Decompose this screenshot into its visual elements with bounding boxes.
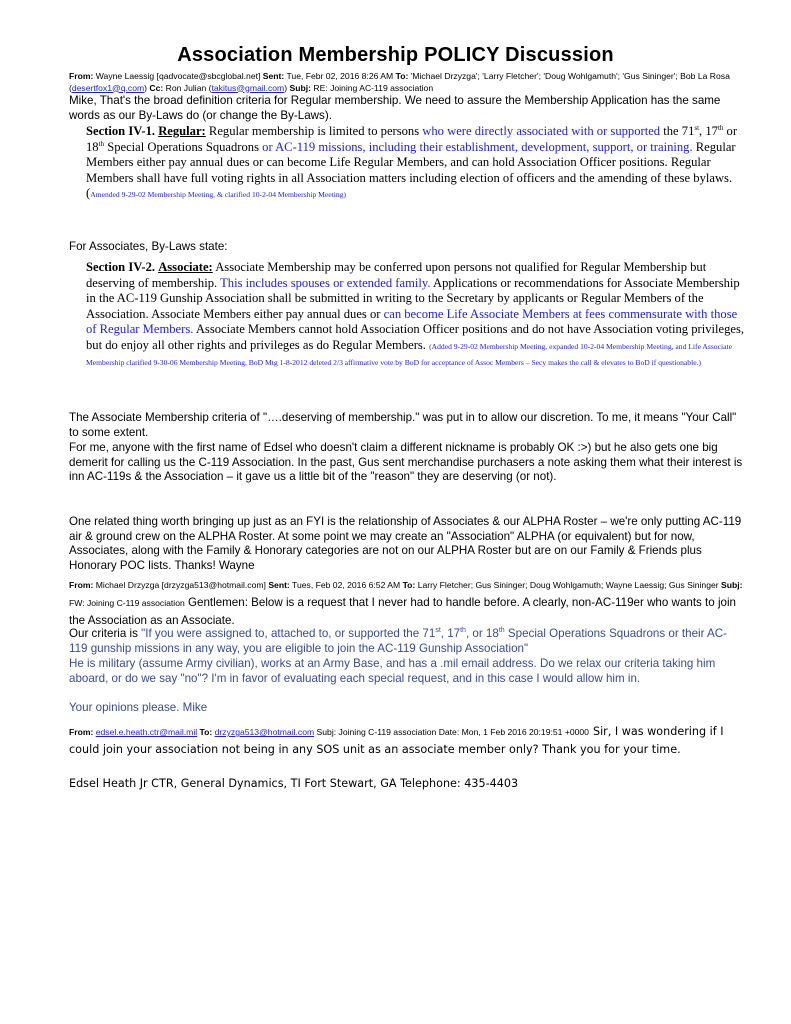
email1-to: 'Michael Drzyzga'; 'Larry Fletcher'; 'Doug Wohlgamuth'; 'Gus Sininger'; Bob La Rosa ( [69,71,730,93]
section-regular-heading: Section IV-1. [86,124,156,138]
email2-criteria-quote-4: Special Operations Squadrons or their AC-119 gunship missions in any way, you are eligible to join the AC-119 Gunship Association" [69,627,728,655]
section-associate-name: Associate: [158,260,213,274]
section-regular-note: Amended 9-29-02 Membership Meeting, & clarified 10-2-04 Membership Meeting) [90,190,347,200]
email2-criteria-sup-3: th [498,627,505,635]
email3-header [69,727,589,737]
section-regular-text-6: Regular Members either pay annual dues or can become Life Regular Members, and can hold Association Officer positions. Regular Members shall have full voting rights in all Association matters including election of officers and the amending of these bylaws. ( [86,139,736,201]
section-associate-text-1: Associate Membership may be conferred upon persons not qualified for Regular Membership but deserving of membership. [86,260,707,290]
email3-body: Sir, I was wondering if I could join your association not being in any SOS unit as an associate member only? Thank you for your time. [69,725,724,756]
email2-criteria-sup-2: th [460,627,466,635]
email1-subj-label: Subj: [289,82,311,93]
section-regular-text-1: Regular membership is limited to persons [205,124,423,138]
associates-intro: For Associates, By-Laws state: [69,240,228,253]
email1-cc: Ron Julian ( [165,82,212,93]
section-regular [86,124,746,202]
email1-sent: Tue, Febr 02, 2016 8:26 AM [286,71,394,81]
email2-criteria-quote-1: "If you were assigned to, attached to, or supported the 71 [141,627,436,640]
email2-block [69,575,745,629]
section-associate-heading: Section IV-2. [86,260,156,274]
email1-cc-label: Cc: [149,82,164,93]
email3-date: Mon, 1 Feb 2016 20:19:51 +0000 [461,727,589,737]
section-regular-text-5: Special Operations Squadrons [104,139,263,154]
email3-signature: Edsel Heath Jr CTR, General Dynamics, TI Fort Stewart, GA Telephone: 435-4403 [69,777,519,790]
email3-from-label: From: [69,727,94,737]
email2-criteria [69,627,745,656]
email2-sent: Tues, Feb 02, 2016 6:52 AM [292,580,401,590]
section-associate-text-3: Associate Members cannot hold Association Officer positions and do not have Association voting privileges, but do enjoy all other rights and privileges as do Regular Members. [86,322,745,352]
email2-military-note: He is military (assume Army civilian), works at an Army Base, and has a .mil email address. Do we relax our criteria taking him aboard, or do we say "no"? I'm in favor of evaluating each special request, and in this case I would allow him in. [69,657,716,685]
section-regular-text-3: , 17 [699,124,718,138]
email3-block [69,722,745,758]
email3-subj-label: Subj: [316,727,337,737]
section-associate-note: (Added 9-29-02 Membership Meeting, expanded 10-2-04 Membership Meeting, and Life Associate Membership clarified 9-30-06 Membership Meeting, BoD Mtg 1-8-2012 deleted 2/3 affirmative vote by BoD for acceptance of Assoc Members – Secy makes the call & elevates to BoD if questionable.) [86,341,732,367]
email2-criteria-lead: Our criteria is [69,627,142,640]
section-regular-sup-2: th [717,123,724,132]
email2-from: Michael Drzyzga [drzyzga513@hotmail.com] [95,580,266,590]
paragraph-discretion: The Associate Membership criteria of "….deserving of membership." was put in to allow our discretion. To me, it means "Your Call" to some extent. [69,411,737,439]
paragraph-edsel-nickname: For me, anyone with the first name of Edsel who doesn't claim a different nickname is probably OK :>) but he also gets one big demerit for calling us the C-119 Association. In the past, Gus sent merchandise purchasers a note asking them what their interest is inn AC-119s & the Association – it gave us a little bit of the "reason" they are deserving (or not). [69,441,743,484]
section-associate-blue-2: can become Life Associate Members at fees commensurate with those of Regular Members. [86,306,738,337]
email1-sent-label: Sent: [262,71,285,81]
section-regular-name: Regular: [158,124,206,138]
section-associate-text-2: Applications or recommendations for Associate Membership in the AC-119 Gunship Association shall be submitted in writing to the Secretary by applicants or Regular Members of the Association. Associate Members either pay annual dues or [86,275,740,321]
email2-criteria-quote-2: , 17 [440,627,461,640]
section-regular-blue-1: who were directly associated with or supported [422,124,661,138]
email2-subj-label: Subj: [721,580,743,590]
email1-to-label: To: [395,71,409,81]
email2-from-label: From: [69,580,94,590]
section-associate [86,260,746,369]
email1-from-label: From: [69,71,94,81]
email1-header: From: Wayne Laessig [qadvocate@sbcglobal.net] Sent: Tue, Febr 02, 2016 8:26 AM To: 'Michael Drzyzga'; 'Larry Fletcher'; 'Doug Wohlgamuth'; 'Gus Sininger'; Bob La Rosa (desertfox1@q.com) Cc: Ron Julian (takitus@gmail.com) Subj: RE: Joining AC-119 association [69,71,730,93]
email3-to-label: To: [199,727,213,737]
email2-to: Larry Fletcher; Gus Sininger; Doug Wohlgamuth; Wayne Laessig; Gus Sininger [417,580,719,590]
email2-criteria-sup-1: st [435,627,441,635]
section-regular-text-2: the 71 [660,124,695,138]
email2-criteria-quote-3: , or 18 [465,627,499,640]
section-regular-sup-1: st [694,123,700,132]
paragraph-alpha-roster: One related thing worth bringing up just as an FYI is the relationship of Associates & our ALPHA Roster – we're only putting AC-119 air & ground crew on the ALPHA Roster. At some point we may create an "Association" ALPHA (or equivalent) but for now, Associates, along with the Family & Honorary categories are not on our ALPHA Roster but are on our Family & Friends plus Honorary POC lists. Thanks! Wayne [69,515,742,572]
email2-subj: FW: Joining C-119 association [69,598,185,608]
section-regular-sup-3: th [98,139,105,148]
email2-to-label: To: [402,580,416,590]
email3-subj: Joining C-119 association [338,727,437,737]
email1-intro: Mike, That's the broad definition criteria for Regular membership. We need to assure the Membership Application has the same words as our By-Laws do (or change the By-Laws). [69,94,721,122]
email2-sent-label: Sent: [268,580,290,590]
email2-signoff: Your opinions please. Mike [69,701,208,714]
email3-from-link[interactable]: edsel.e.heath.ctr@mail.mil [95,727,198,737]
email1-subj: RE: Joining AC-119 association [313,82,434,93]
section-associate-blue-1: This includes spouses or extended family. [220,275,431,290]
email3-to-link[interactable]: drzyzga513@hotmail.com [214,727,315,737]
email2-body: Gentlemen: Below is a request that I never had to handle before. A clearly, non-AC-119er who wants to join the Association as an Associate. [69,596,736,627]
email3-date-label: Date: [438,727,460,737]
email1-to-link[interactable]: desertfox1@q.com [71,82,145,93]
email1-from: Wayne Laessig [qadvocate@sbcglobal.net] [95,71,261,81]
page-title: Association Membership POLICY Discussion [177,44,614,66]
section-regular-text-4: or 18 [86,124,738,154]
email1-cc-link[interactable]: takitus@gmail.com [211,82,285,93]
section-regular-blue-2: or AC-119 missions, including their establishment, development, support, or training. [262,139,693,154]
